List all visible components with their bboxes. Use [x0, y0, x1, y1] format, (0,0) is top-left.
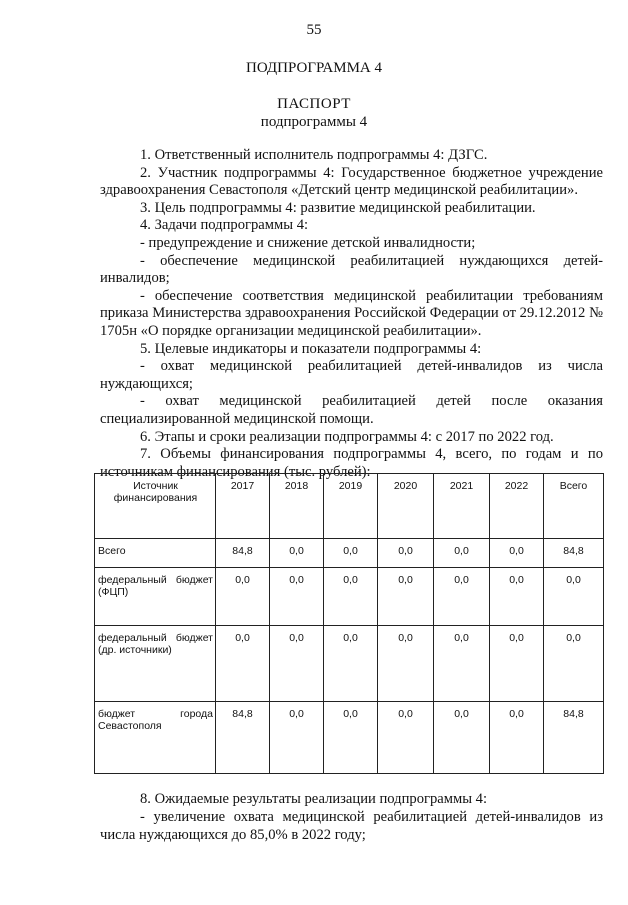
cell-value: 0,0 — [324, 539, 378, 568]
item-1-responsible: 1. Ответственный исполнитель подпрограммы 4: ДЗГС. — [140, 147, 488, 163]
cell-value: 0,0 — [434, 626, 490, 702]
cell-value: 0,0 — [270, 568, 324, 626]
passport-items — [100, 147, 603, 481]
cell-value: 0,0 — [324, 568, 378, 626]
header-source: Источник финансирования — [95, 474, 216, 539]
indicator-item: - охват медицинской реабилитацией детей после оказания специализированной медицинской помощи. — [100, 393, 603, 427]
cell-value: 0,0 — [270, 702, 324, 774]
item-6-stages: 6. Этапы и сроки реализации подпрограммы 4: с 2017 по 2022 год. — [140, 428, 554, 445]
header-year: 2019 — [324, 474, 378, 539]
cell-value: 0,0 — [216, 568, 270, 626]
cell-value: 0,0 — [216, 626, 270, 702]
header-year: 2022 — [490, 474, 544, 539]
result-item: - увеличение охвата медицинской реабилитацией детей-инвалидов из числа нуждающихся до 85,0% в 2022 году; — [100, 809, 603, 843]
table-row — [95, 568, 604, 626]
header-total: Всего — [544, 474, 604, 539]
item-7-funding: 7. Объемы финансирования подпрограммы 4, всего, по годам и по источникам финансирования (тыс. рублей): — [100, 446, 603, 480]
item-3-goal: 3. Цель подпрограммы 4: развитие медицинской реабилитации. — [140, 199, 536, 216]
passport-subtitle: подпрограммы 4 — [260, 114, 368, 130]
header-year: 2018 — [270, 474, 324, 539]
row-source: федеральный бюджет (ФЦП) — [95, 568, 216, 626]
cell-value: 0,0 — [434, 568, 490, 626]
page-number: 55 — [306, 22, 322, 38]
cell-value: 0,0 — [324, 702, 378, 774]
row-source: Всего — [95, 539, 216, 568]
cell-value: 0,0 — [434, 702, 490, 774]
subprogram-heading: ПОДПРОГРАММА 4 — [245, 60, 383, 76]
task-item: - обеспечение соответствия медицинской реабилитации требованиям приказа Министерства здравоохранения Российской Федерации от 29.12.2012 № 1705н «О порядке организации медицинской реабилитации». — [100, 287, 603, 339]
cell-value: 0,0 — [434, 539, 490, 568]
cell-total: 84,8 — [544, 702, 604, 774]
cell-total: 0,0 — [544, 626, 604, 702]
cell-value: 0,0 — [378, 568, 434, 626]
header-year: 2017 — [216, 474, 270, 539]
cell-value: 84,8 — [216, 539, 270, 568]
cell-value: 0,0 — [490, 539, 544, 568]
item-4-tasks: 4. Задачи подпрограммы 4: — [140, 217, 309, 234]
cell-value: 0,0 — [324, 626, 378, 702]
row-source: федеральный бюджет (др. источники) — [95, 626, 216, 702]
cell-total: 84,8 — [544, 539, 604, 568]
cell-value: 0,0 — [270, 626, 324, 702]
table-row — [95, 626, 604, 702]
funding-table — [94, 473, 604, 774]
cell-total: 0,0 — [544, 568, 604, 626]
cell-value: 0,0 — [378, 702, 434, 774]
item-2-participant: 2. Участник подпрограммы 4: Государственное бюджетное учреждение здравоохранения Севастополя «Детский центр медицинской реабилитации». — [100, 164, 603, 199]
row-source: бюджет города Севастополя — [95, 702, 216, 774]
passport-title: ПАСПОРТ — [277, 96, 351, 112]
task-item: - обеспечение медицинской реабилитацией нуждающихся детей-инвалидов; — [100, 252, 603, 287]
item-5-indicators: 5. Целевые индикаторы и показатели подпрограммы 4: — [140, 340, 482, 357]
expected-results — [100, 790, 603, 844]
table-header-row — [95, 474, 604, 539]
cell-value: 0,0 — [490, 568, 544, 626]
cell-value: 0,0 — [270, 539, 324, 568]
cell-value: 0,0 — [490, 626, 544, 702]
task-item: - предупреждение и снижение детской инвалидности; — [140, 234, 476, 251]
indicator-item: - охват медицинской реабилитацией детей-инвалидов из числа нуждающихся; — [100, 358, 603, 392]
header-year: 2021 — [434, 474, 490, 539]
table-row — [95, 702, 604, 774]
item-8-results: 8. Ожидаемые результаты реализации подпрограммы 4: — [140, 791, 488, 807]
cell-value: 0,0 — [378, 626, 434, 702]
cell-value: 0,0 — [378, 539, 434, 568]
table-row — [95, 539, 604, 568]
cell-value: 84,8 — [216, 702, 270, 774]
header-year: 2020 — [378, 474, 434, 539]
cell-value: 0,0 — [490, 702, 544, 774]
